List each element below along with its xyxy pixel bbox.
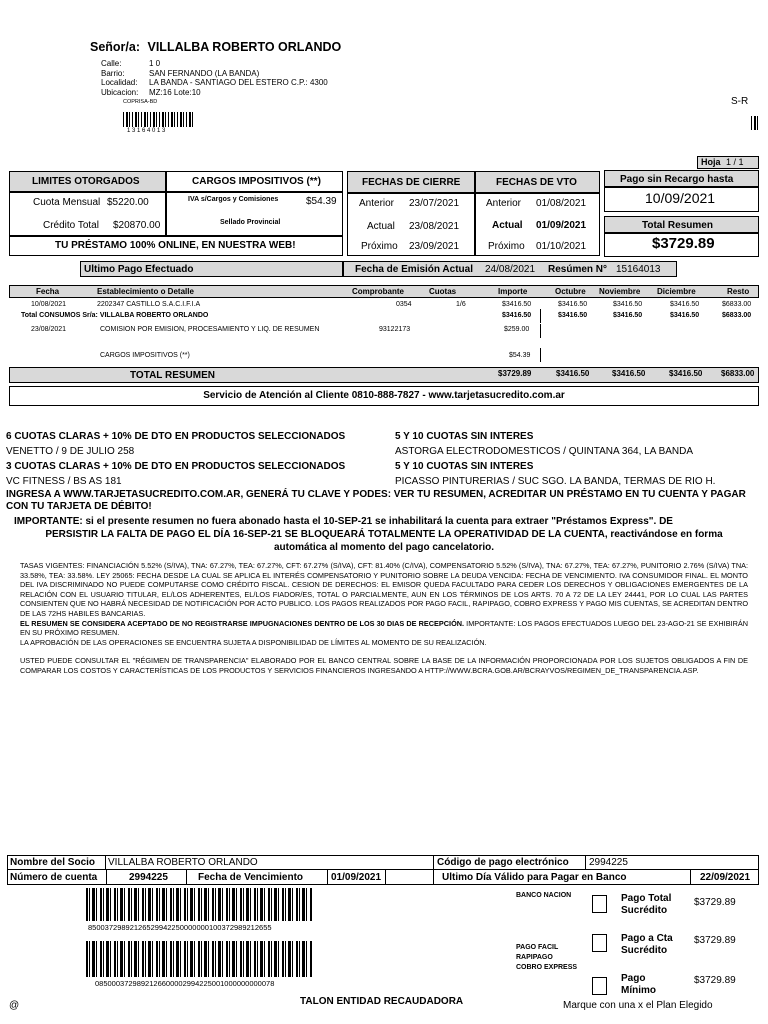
total-row-diciembre: $3416.50	[669, 369, 703, 378]
importante-line-3: automática al momento del pago cancelatorio.	[273, 542, 495, 553]
socio-value: VILLALBA ROBERTO ORLANDO	[108, 857, 258, 868]
pago-facil-labels: PAGO FACIL RAPIPAGO COBRO EXPRESS	[516, 944, 578, 971]
legal-pagos: IMPORTANTE: LOS PAGOS EFECTUADOS LUEGO DEL 23-AGO-21 SE EXHIBIRÁN EN SU PRÓXIMO RESUMEN.	[20, 618, 748, 638]
legal-transparencia: USTED PUEDE CONSULTAR EL "RÉGIMEN DE TRANSPARENCIA" ELABORADO POR EL BANCO CENTRAL SOBRE LA BASE DE LA INFORMACIÓN PROPORCIONADA POR LOS SUJETOS OBLIGADOS A FIN DE COMPARAR LOS COSTOS Y CARACTERÍSTICAS DE LOS PRODUCTOS Y SERVICIOS FINANCIEROS INGRESANDO A HTTP://WWW.BCRA.GOB.AR/BCRAYVOS/REGIMEN_DE_TRANSPARENCIA.ASP.	[20, 656, 748, 675]
credito-label: Crédito Total	[43, 220, 99, 231]
routing-barcode	[123, 112, 195, 127]
promo-left-2: VENETTO / 9 DE JULIO 258	[6, 446, 135, 457]
col-divider	[540, 309, 541, 323]
hoja-indicator: Hoja 1 / 1	[697, 156, 759, 169]
recipient-line	[90, 40, 341, 54]
cierre-proximo-value: 23/09/2021	[409, 241, 460, 252]
codigo-value: 2994225	[589, 857, 628, 868]
col-fecha: Fecha	[36, 287, 60, 296]
ultimo-value: 22/09/2021	[700, 872, 751, 883]
pago-minimo-label: Pago Mínimo	[621, 973, 656, 996]
pago-total-label: Pago Total Sucrédito	[621, 893, 672, 916]
barcode-1-number: 8500372989212652994225000000010037298921265​5	[88, 923, 272, 932]
col-octubre: Octubre	[555, 287, 586, 296]
pago-cta-label: Pago a Cta Sucrédito	[621, 933, 673, 956]
talon-divider	[433, 855, 434, 885]
vto-anterior-label: Anterior	[486, 198, 522, 209]
sellado-label: Sellado Provincial	[220, 219, 281, 226]
cierre-anterior-label: Anterior	[359, 198, 395, 209]
promo-right-4: PICASSO PINTURERIAS / SUC SGO. LA BANDA, TERMAS DE RIO H.	[395, 476, 716, 487]
pago-sin-recargo-label: Pago sin Recargo hasta	[620, 174, 734, 185]
side-mark	[751, 116, 758, 130]
coprisa-code: COPRISA-BD	[123, 99, 158, 105]
talon-divider	[690, 870, 691, 885]
ultimo-pago-label: Ultimo Pago Efectuado	[84, 264, 194, 275]
pago-sin-recargo-value: 10/09/2021	[645, 190, 716, 206]
promo-left-3: 3 CUOTAS CLARAS + 10% DE DTO EN PRODUCTOS SELECCIONADOS	[6, 461, 346, 472]
legal-aprobacion: LA APROBACIÓN DE LAS OPERACIONES SE ENCUENTRA SUJETA A DISPONIBILIDAD DE LÍMITES AL MOMENTO DE SU REALIZACIÓN.	[20, 637, 487, 647]
promo-left-4: VC FITNESS / BS AS 181	[6, 476, 122, 487]
cierre-proximo-label: Próximo	[361, 241, 398, 252]
pago-minimo-checkbox[interactable]	[592, 977, 607, 995]
col-detalle: Establecimiento o Detalle	[97, 287, 194, 296]
total-resumen-value: $3729.89	[652, 235, 715, 252]
col-comprobante: Comprobante	[352, 287, 404, 296]
vto-proximo-value: 01/10/2021	[536, 241, 587, 252]
total-row-octubre: $3416.50	[556, 369, 590, 378]
resumen-number-label: Resúmen N°	[548, 264, 608, 275]
cierre-actual-value: 23/08/2021	[409, 221, 460, 232]
talon-divider	[385, 870, 386, 885]
credito-value: $20870.00	[113, 220, 161, 231]
iva-value: $54.39	[306, 196, 337, 207]
promo-right-2: ASTORGA ELECTRODOMESTICOS / QUINTANA 364, LA BANDA	[395, 446, 694, 457]
legal-tasas: TASAS VIGENTES: FINANCIACIÓN 5.52% (S/IVA), TNA: 67.27%, TEA: 67.27%, CFT: 67.27% (S/IVA), CFT: 81.40% (C/IVA), COMPENSATORIO 5.52% (S/IVA), TNA: 67.27%, TEA: 67.27%, PUNITORIO 2.76% (S/IVA) TNA: 33.58%, TEA: 33.58%. LEY 25065: FECHA DESDE LA CUAL SE APLICA EL INTERÉS COMPENSATORIO Y PUNITORIO SOBRE LA DEUDA VENCIDA: FECHA DE VENCIMIENTO. IVA CONSUMIDOR FINAL. EL MONTO DEL IVA DISCRIMINADO NO PUEDE COMPUTARSE COMO CRÉDITO FISCAL. CESION DE DERECHOS: EL EMISOR QUEDA FACULTADO PARA CEDER LOS DERECHOS Y OBLIGACIONES EMERGENTES DE LA RELACIÓN CON EL USUARIO TITULAR, EL/LOS ADHERENTES, EL/LOS FIADOR/ES, TOTAL O PARCIALMENTE, AUN EN LOS TÉRMINOS DE LOS ARTS. 70 A 72 DE LA LEY 24441, POR LO CUAL LAS PARTES CONSIENTEN QUE NO HABRÁ NECESIDAD DE NOTIFICACIÓN POR ACTO PUBLICO. LOS PAGOS REALIZADOS POR PAGO FACIL, RAPIPAGO, COBRO EXPRESS Y PAGO MIS CUENTAS, SE ACREDITAN DENTRO DE LAS 72HS HABILES BANCARIAS.	[20, 561, 748, 618]
socio-label: Nombre del Socio	[10, 857, 96, 868]
vto-anterior-value: 01/08/2021	[536, 198, 587, 209]
talon-divider	[327, 870, 328, 885]
col-divider	[540, 324, 541, 338]
senor-label: Señor/a:	[90, 40, 141, 54]
col-divider	[540, 348, 541, 362]
total-row-importe: $3729.89	[498, 369, 532, 378]
payment-barcode-2	[86, 941, 312, 977]
payment-barcode-1	[86, 888, 312, 921]
talon-divider	[585, 855, 586, 869]
pago-total-amount: $3729.89	[694, 897, 736, 908]
promo-right-3: 5 Y 10 CUOTAS SIN INTERES	[395, 461, 534, 472]
prestamo-text: TU PRÉSTAMO 100% ONLINE, EN NUESTRA WEB!	[55, 240, 296, 251]
emision-value: 24/08/2021	[485, 264, 536, 275]
limites-title: LIMITES OTORGADOS	[32, 176, 140, 187]
vto-actual-value: 01/09/2021	[536, 220, 587, 231]
banco-nacion-label: BANCO NACION	[516, 892, 572, 899]
legal-aceptado: EL RESUMEN SE CONSIDERA ACEPTADO DE NO REGISTRARSE IMPUGNACIONES DENTRO DE LOS 30 DIAS DE RECEPCIÓN.	[20, 618, 465, 628]
routing-barcode-number: 1 3 1 6 4 0 1 3	[127, 128, 166, 134]
talon-footer: TALON ENTIDAD RECAUDADORA	[300, 996, 464, 1007]
col-importe: Importe	[498, 287, 528, 296]
legal-text	[20, 561, 748, 676]
cierre-title: FECHAS DE CIERRE	[362, 177, 461, 188]
at-symbol: @	[9, 1000, 20, 1011]
cuenta-value: 2994225	[129, 872, 168, 883]
importante-line-1: IMPORTANTE: si el presente resumen no fuera abonado hasta el 10-SEP-21 se inhabilitará la cuenta para extraer "Préstamos Express". DE	[14, 516, 673, 527]
ingresa-notice: INGRESA A WWW.TARJETASUCREDITO.COM.AR, GENERÁ TU CLAVE Y PODES: VER TU RESUMEN, ACREDITAR UN PRÉSTAMO EN TU CUENTA Y PAGAR CON TU TARJETA DE DÉBITO!	[6, 489, 746, 512]
address-labels: Calle: Barrio: Localidad: Ubicacion:	[101, 59, 139, 97]
cierre-anterior-value: 23/07/2021	[409, 198, 460, 209]
resumen-number-value: 15164013	[616, 264, 661, 275]
cuenta-label: Número de cuenta	[10, 872, 98, 883]
venc-label: Fecha de Vencimiento	[198, 872, 304, 883]
promo-right-1: 5 Y 10 CUOTAS SIN INTERES	[395, 431, 534, 442]
marque-instruction: Marque con una x el Plan Elegido	[563, 1000, 713, 1011]
emision-label: Fecha de Emisión Actual	[355, 264, 473, 275]
vto-title: FECHAS DE VTO	[496, 177, 577, 188]
pago-cta-amount: $3729.89	[694, 935, 736, 946]
pago-minimo-amount: $3729.89	[694, 975, 736, 986]
total-row-label: TOTAL RESUMEN	[130, 370, 216, 381]
iva-label: IVA s/Cargos y Comisiones	[188, 196, 279, 203]
talon-divider	[7, 869, 759, 870]
talon-divider	[105, 855, 106, 869]
cuota-value: $5220.00	[107, 197, 149, 208]
col-noviembre: Noviembre	[599, 287, 641, 296]
ultimo-label: Ultimo Día Válido para Pagar en Banco	[442, 872, 627, 883]
barcode-2-number: 0850003729892126600002994225001000000000078	[95, 979, 275, 988]
sr-code: S-R	[731, 96, 749, 107]
promo-left-1: 6 CUOTAS CLARAS + 10% DE DTO EN PRODUCTOS SELECCIONADOS	[6, 431, 346, 442]
cierre-actual-label: Actual	[367, 221, 395, 232]
cargos-title: CARGOS IMPOSITIVOS (**)	[192, 176, 321, 187]
total-row-resto: $6833.00	[721, 369, 755, 378]
vto-proximo-label: Próximo	[488, 241, 525, 252]
pago-total-checkbox[interactable]	[592, 895, 607, 913]
venc-value: 01/09/2021	[331, 872, 382, 883]
pago-cta-checkbox[interactable]	[592, 934, 607, 952]
address-values: 1 0 SAN FERNANDO (LA BANDA) LA BANDA - SANTIAGO DEL ESTERO C.P.: 4300 MZ:16 Lote:10	[149, 59, 328, 97]
servicio-text: Servicio de Atención al Cliente 0810-888-7827 - www.tarjetasucredito.com.ar	[203, 390, 565, 401]
importante-line-2: PERSISTIR LA FALTA DE PAGO EL DÍA 16-SEP-21 SE BLOQUEARÁ TOTALMENTE LA OPERATIVIDAD DE LA CUENTA, reactivándose en forma	[45, 529, 723, 540]
total-row-noviembre: $3416.50	[612, 369, 646, 378]
codigo-label: Código de pago electrónico	[437, 857, 569, 868]
total-resumen-row	[9, 367, 759, 383]
recipient-name: VILLALBA ROBERTO ORLANDO	[147, 40, 342, 54]
talon-divider	[186, 870, 187, 885]
col-cuotas: Cuotas	[429, 287, 457, 296]
cuota-label: Cuota Mensual	[33, 197, 101, 208]
vto-actual-label: Actual	[492, 220, 523, 231]
col-resto: Resto	[727, 287, 750, 296]
col-diciembre: Diciembre	[657, 287, 696, 296]
total-resumen-label: Total Resumen	[642, 220, 713, 231]
talon-divider	[106, 870, 107, 885]
